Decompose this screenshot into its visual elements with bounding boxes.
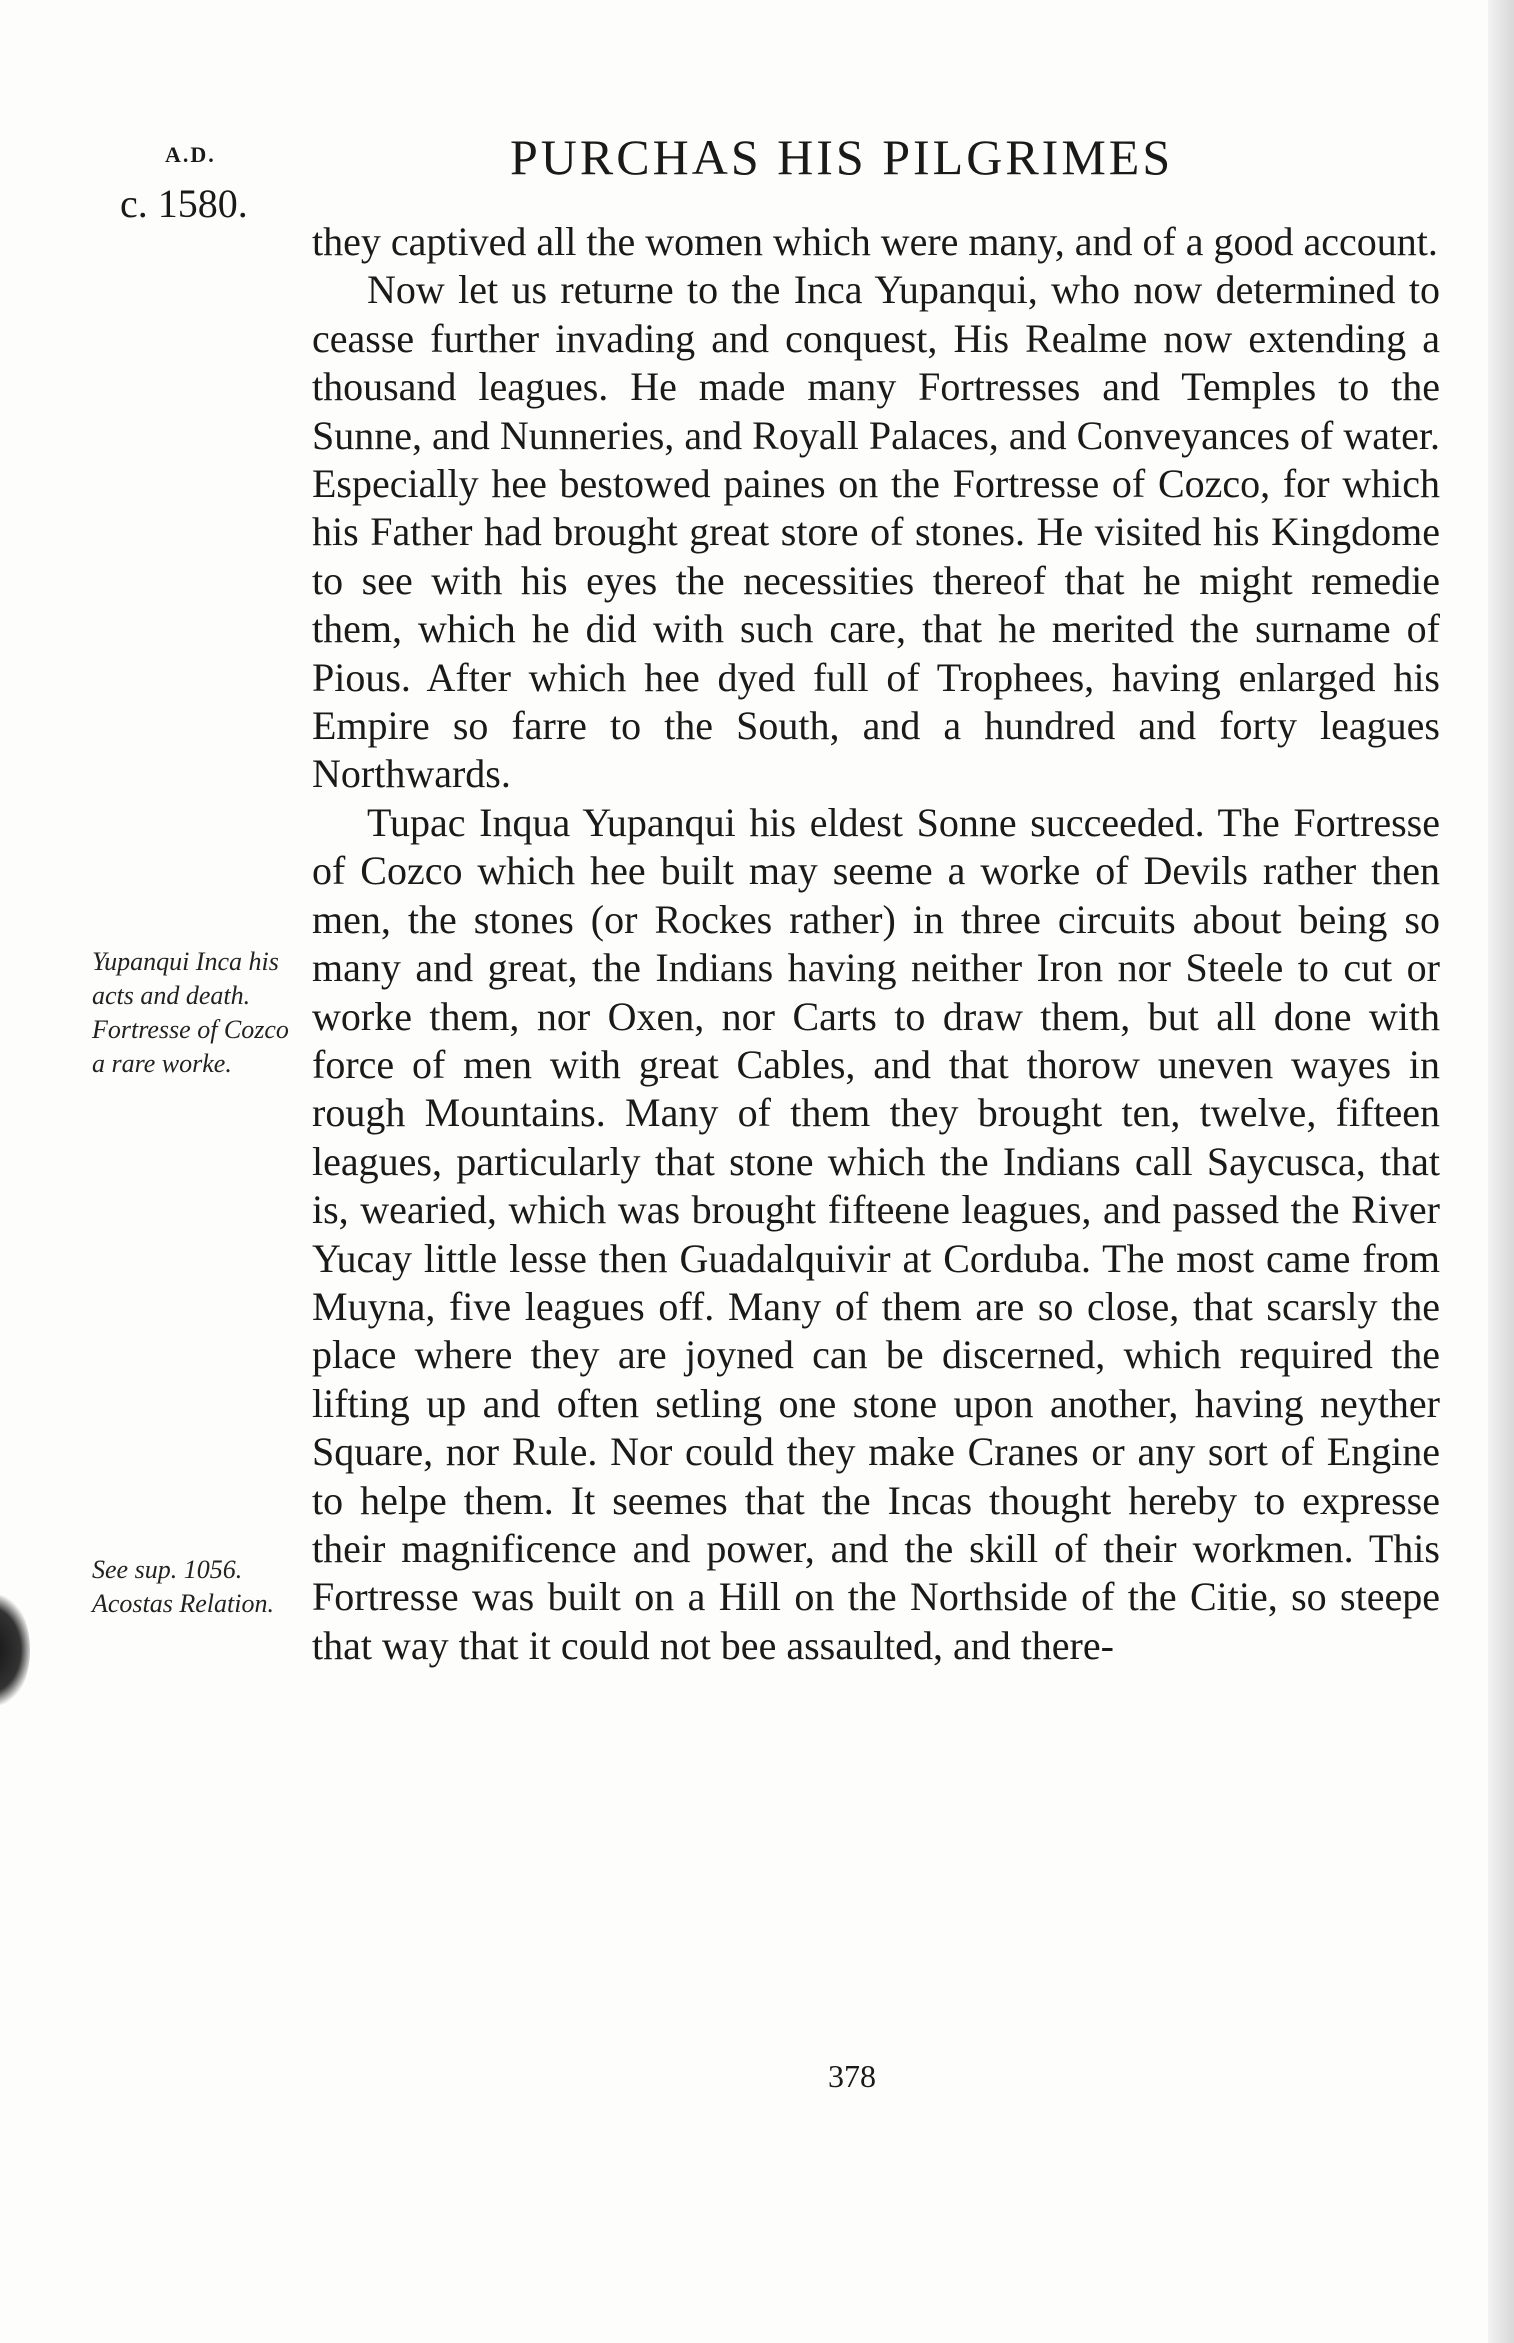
thumb-shadow — [0, 1595, 30, 1705]
page-edge-shadow — [1488, 0, 1514, 2343]
page-number: 378 — [828, 2058, 876, 2094]
paragraph: Tupac Inqua Yupanqui his eldest Sonne succeeded. The Fortresse of Cozco which hee built may seeme a worke of Devils rather then men, the stones (or Rockes rather) in three circuits about being so many and great, the Indians having neither Iron nor Steele to cut or worke them, nor Oxen, nor Carts to draw them, but all done with force of men with great Cables, and that thorow uneven wayes in rough Mountains. Many of them they brought ten, twelve, fifteen leagues, particularly that stone which the Indians call Saycusca, that is, wearied, which was brought fifteene leagues, and passed the River Yucay little lesse then Guadalquivir at Corduba. The most came from Muyna, five leagues off. Many of them are so close, that scarsly the place where they are joyned can be discerned, which required the lifting up and often setling one stone upon another, having neyther Square, nor Rule. Nor could they make Cranes or any sort of Engine to helpe them. It seemes that the Incas thought hereby to expresse their magnificence and power, and the skill of their workmen. This Fortresse was built on a Hill on the Northside of the Citie, so steepe that way that it could not bee assaulted, and there- — [312, 799, 1440, 1668]
running-title: PURCHAS HIS PILGRIMES — [510, 129, 1174, 185]
margin-note-yupanqui: Yupanqui Inca his acts and death. Fortresse of Cozco a rare worke. — [92, 947, 289, 1078]
running-head-era: A.D. — [165, 142, 216, 167]
margin-note-acostas: See sup. 1056. Acostas Relation. — [92, 1555, 274, 1618]
running-head-year: c. 1580. — [120, 181, 248, 226]
paragraph: they captived all the women which were many, and of a good account. — [312, 219, 1438, 264]
paragraph: Now let us returne to the Inca Yupanqui, who now determined to ceasse further invading and conquest, His Realme now extending a thousand leagues. He made many Fortresses and Temples to the Sunne, and Nunneries, and Royall Palaces, and Conveyances of water. Especially hee bestowed paines on the Fortresse of Cozco, for which his Father had brought great store of stones. He visited his Kingdome to see with his eyes the necessities thereof that he might remedie them, which he did with such care, that he merited the surname of Pious. After which hee dyed full of Trophees, having enlarged his Empire so farre to the South, and a hundred and forty leagues Northwards. — [312, 267, 1440, 797]
body-text — [312, 218, 1440, 1670]
